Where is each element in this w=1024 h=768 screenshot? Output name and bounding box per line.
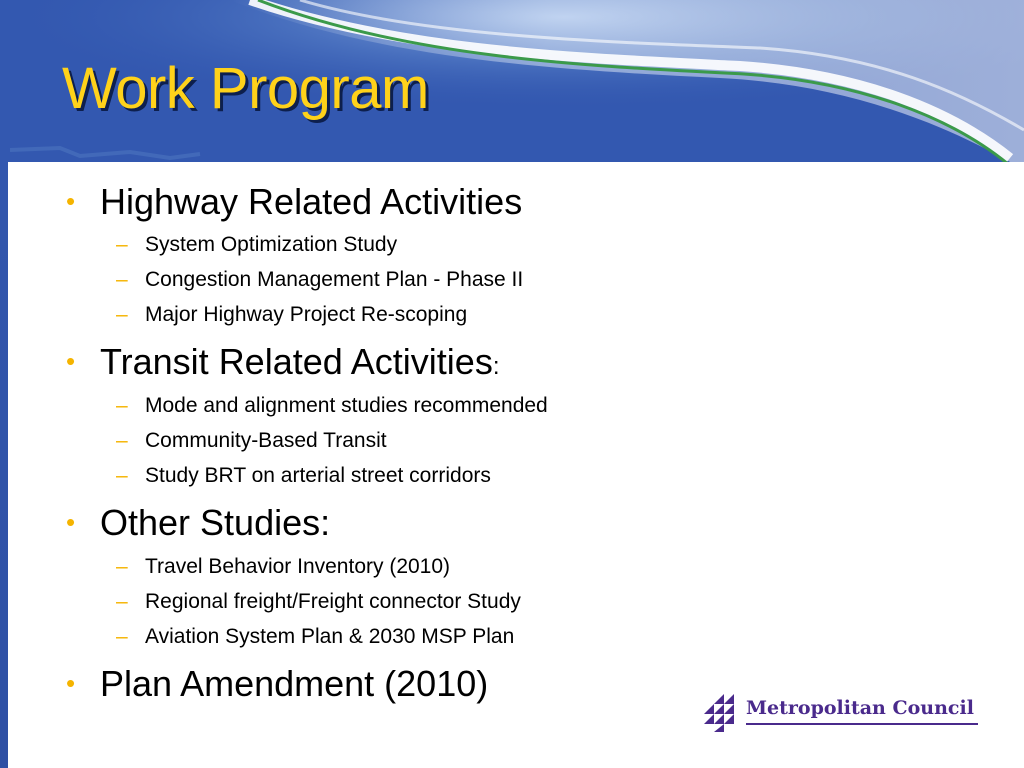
bullet-text: Highway Related Activities	[100, 181, 523, 222]
sub-item	[116, 465, 491, 486]
sub-marker: –	[116, 555, 128, 578]
bullet-marker: •	[66, 186, 76, 216]
sub-item	[116, 269, 523, 290]
sub-item-text: Mode and alignment studies recommended	[145, 394, 548, 417]
sub-item-text: Study BRT on arterial street corridors	[145, 464, 491, 487]
logo-underline	[746, 723, 978, 725]
sub-marker: –	[116, 268, 128, 291]
logo-wordmark: Metropolitan Council	[746, 697, 974, 719]
bullet-trail: :	[492, 353, 500, 380]
metropolitan-council-logo	[702, 688, 982, 736]
sub-marker: –	[116, 303, 128, 326]
bullet-item	[66, 341, 500, 382]
bullet-text: Transit Related Activities	[100, 341, 493, 382]
sub-marker: –	[116, 464, 128, 487]
sub-item-text: Congestion Management Plan - Phase II	[145, 268, 524, 291]
slide-title: Work Program	[62, 56, 429, 121]
sub-item	[116, 395, 548, 416]
sub-marker: –	[116, 233, 128, 256]
sub-item	[116, 304, 467, 325]
bullet-marker: •	[66, 668, 76, 698]
sub-marker: –	[116, 590, 128, 613]
sub-item-text: Regional freight/Freight connector Study	[145, 590, 521, 613]
sub-item-text: Major Highway Project Re-scoping	[145, 303, 468, 326]
bullet-item	[66, 181, 523, 222]
metropolitan-council-logo-icon	[702, 692, 742, 732]
bullet-marker: •	[66, 346, 76, 376]
bullet-marker: •	[66, 507, 76, 537]
sub-item	[116, 430, 387, 451]
sub-item	[116, 626, 514, 647]
sub-item-text: System Optimization Study	[145, 233, 398, 256]
bullet-text: Other Studies:	[100, 502, 331, 543]
bullet-item	[66, 663, 489, 704]
sub-marker: –	[116, 394, 128, 417]
sub-item-text: Community-Based Transit	[145, 429, 387, 452]
sub-item	[116, 591, 521, 612]
sub-marker: –	[116, 429, 128, 452]
sub-item	[116, 234, 397, 255]
bullet-text: Plan Amendment (2010)	[100, 663, 489, 704]
sub-item	[116, 556, 450, 577]
sub-item-text: Aviation System Plan & 2030 MSP Plan	[145, 625, 515, 648]
bullet-item	[66, 502, 331, 543]
sub-item-text: Travel Behavior Inventory (2010)	[145, 555, 451, 578]
sub-marker: –	[116, 625, 128, 648]
